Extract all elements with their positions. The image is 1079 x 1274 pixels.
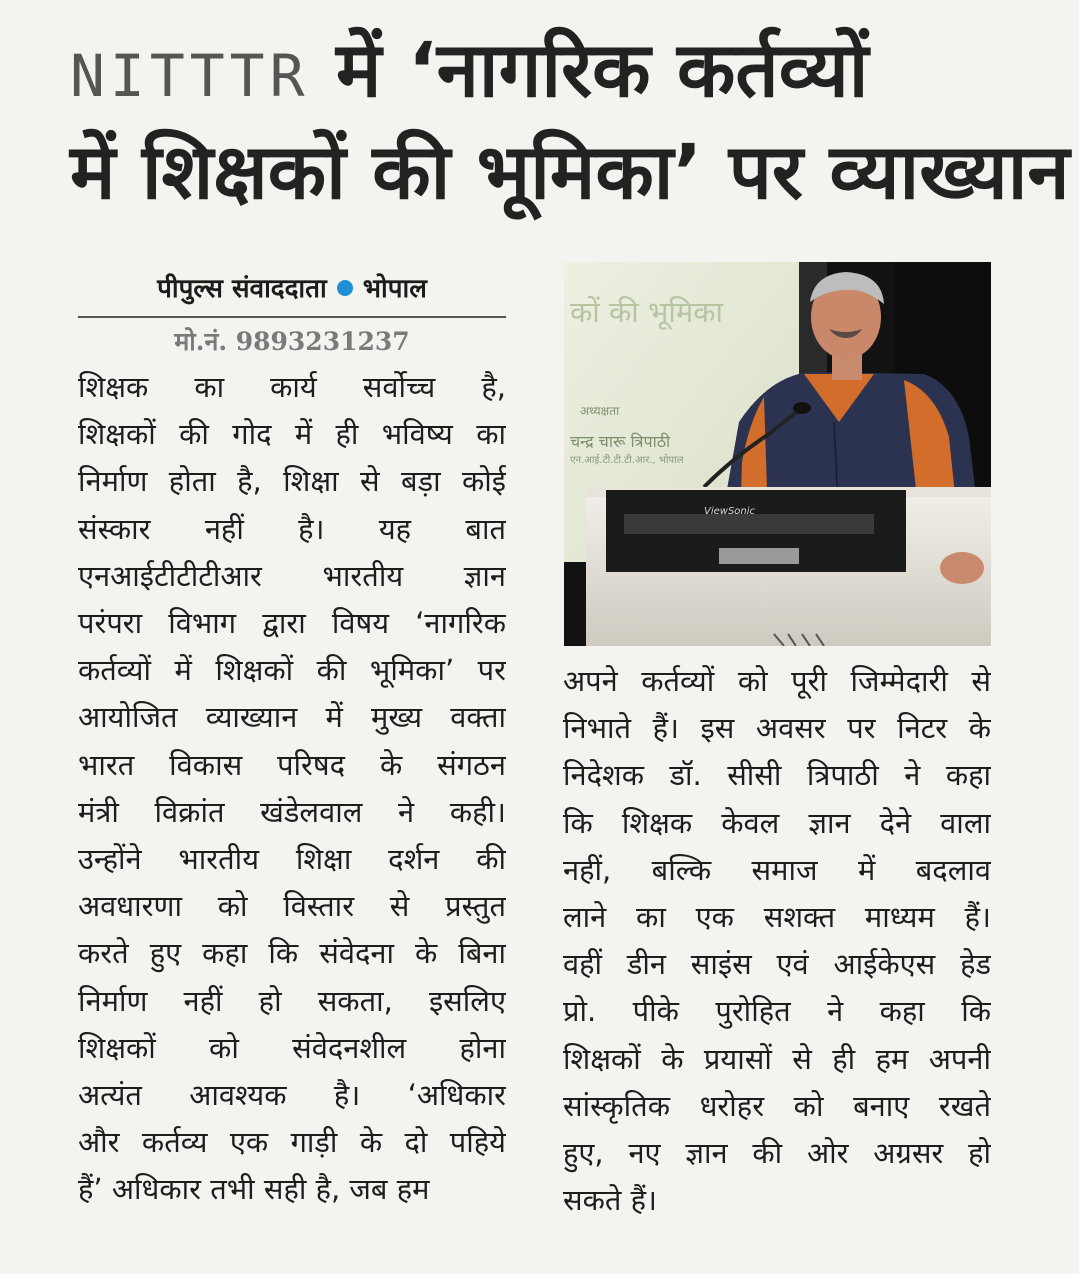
article-line: शिक्षकों की गोद में ही भविष्य का	[78, 417, 506, 452]
article-line: अत्यंत आवश्यक है। ‘अधिकार	[78, 1078, 506, 1113]
news-photo	[564, 262, 991, 646]
article-line: शिक्षक का कार्य सर्वोच्च है,	[78, 370, 506, 404]
article-line: शिक्षकों के प्रयासों से ही हम अपनी	[563, 1041, 991, 1076]
byline-mobile: मो.नं. 9893231237	[174, 327, 410, 356]
byline-location: भोपाल	[362, 274, 427, 304]
headline	[70, 22, 1070, 220]
article-line: सकते हैं।	[563, 1183, 658, 1218]
monitor-brand: ViewSonic	[704, 506, 756, 517]
article-column-right	[563, 658, 991, 1224]
article-line: लाने का एक सशक्त माध्यम हैं।	[563, 900, 991, 935]
article-line: अवधारणा को विस्तार से प्रस्तुत	[78, 889, 506, 924]
article-line: हैं’ अधिकार तभी सही है, जब हम	[78, 1172, 430, 1207]
article-line: करते हुए कहा कि संवेदना के बिना	[78, 936, 506, 971]
article-line: निदेशक डॉ. सीसी त्रिपाठी ने कहा	[563, 758, 991, 793]
article-line: हुए, नए ज्ञान की ओर अग्रसर हो	[563, 1136, 991, 1171]
article-line: उन्होंने भारतीय शिक्षा दर्शन की	[78, 842, 506, 877]
banner-title: कों की भूमिका	[570, 295, 724, 329]
headline-line-2: में शिक्षकों की भूमिका’ पर व्याख्यान	[70, 127, 1070, 216]
headline-org: NITTTR	[70, 42, 310, 110]
article-line: वहीं डीन साइंस एवं आईकेएस हेड	[563, 947, 991, 982]
article-line: भारत विकास परिषद के संगठन	[78, 747, 506, 782]
article-line: कर्तव्यों में शिक्षकों की भूमिका’ पर	[78, 653, 506, 688]
banner-org: एन.आई.टी.टी.टी.आर., भोपाल	[570, 455, 684, 466]
article-line: निर्माण नहीं हो सकता, इसलिए	[78, 983, 506, 1018]
article-line: परंपरा विभाग द्वारा विषय ‘नागरिक	[78, 606, 506, 641]
article-line: अपने कर्तव्यों को पूरी जिम्मेदारी से	[563, 664, 991, 698]
bullet-dot-icon	[337, 280, 353, 296]
byline-author: पीपुल्स संवाददाता	[157, 274, 327, 304]
article-line: सांस्कृतिक धरोहर को बनाए रखते	[563, 1088, 991, 1123]
article-column-left	[78, 364, 506, 1214]
byline	[78, 270, 506, 308]
article-line: निभाते हैं। इस अवसर पर निटर के	[563, 711, 991, 746]
banner-subtitle: अध्यक्षता	[580, 404, 620, 418]
headline-line-1-text: में ‘नागरिक कर्तव्यों	[309, 25, 869, 114]
article-line: और कर्तव्य एक गाड़ी के दो पहिये	[78, 1125, 506, 1160]
article-line: मंत्री विक्रांत खंडेलवाल ने कही।	[78, 794, 506, 829]
article-line: संस्कार नहीं है। यह बात	[78, 511, 506, 546]
article-line: आयोजित व्याख्यान में मुख्य वक्ता	[78, 700, 506, 735]
headline-line-1	[70, 22, 1060, 124]
article-line: प्रो. पीके पुरोहित ने कहा कि	[563, 994, 991, 1029]
article-line: कि शिक्षक केवल ज्ञान देने वाला	[563, 805, 991, 840]
article-line: एनआईटीटीटीआर भारतीय ज्ञान	[78, 558, 506, 593]
article-line: निर्माण होता है, शिक्षा से बड़ा कोई	[78, 464, 506, 499]
article-line: शिक्षकों को संवेदनशील होना	[78, 1030, 506, 1065]
banner-name: चन्द्र चारू त्रिपाठी	[570, 432, 671, 451]
byline-divider	[78, 316, 506, 318]
article-line: नहीं, बल्कि समाज में बदलाव	[563, 852, 991, 887]
